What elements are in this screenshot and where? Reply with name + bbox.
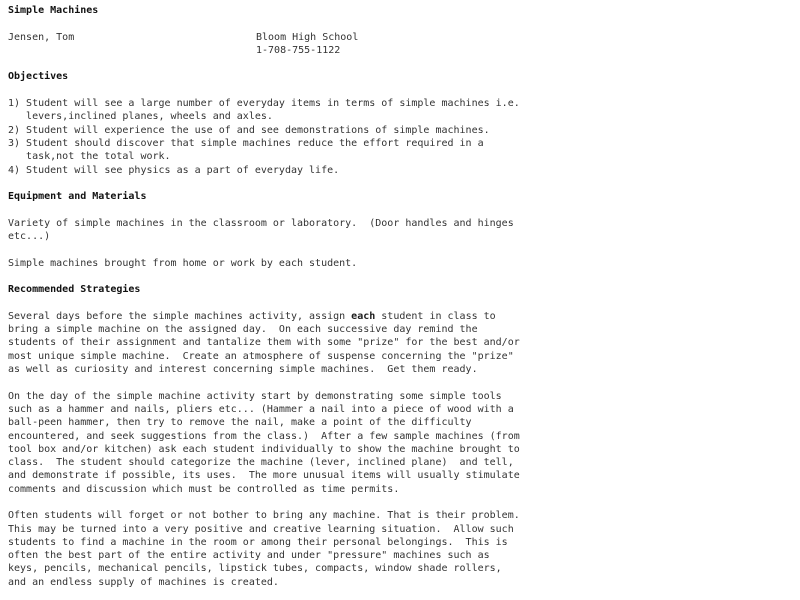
author-name: Jensen, Tom [8,31,75,43]
paragraph-line: bring a simple machine on the assigned day. On each successive day remind the [8,324,478,336]
paragraph-line [8,310,792,323]
paragraph-line: On the day of the simple machine activity start by demonstrating some simple tools [8,390,502,402]
strategies-paragraph-1 [8,310,792,376]
paragraph-line: as well as curiosity and interest concerning simple machines. Get them ready. [8,364,478,376]
contact-block [256,31,358,58]
objective-line: 1) Student will see a large number of everyday items in terms of simple machines i.e. [8,98,520,110]
paragraph-line: students to find a machine in the room or among their personal belongings. This is [8,536,508,548]
paragraph-line: comments and discussion which must be controlled as time permits. [8,483,400,495]
paragraph-line: tool box and/or kitchen) ask each student individually to show the machine brought to [8,443,520,455]
strategies-paragraph-3 [8,509,792,589]
paragraph-line: such as a hammer and nails, pliers etc... (Hammer a nail into a piece of wood with a [8,403,514,415]
phone-number: 1-708-755-1122 [256,44,341,56]
paragraph-line: and demonstrate if possible, its uses. The more unusual items will usually stimulate [8,470,520,482]
paragraph-line: etc...) [8,231,51,243]
equipment-paragraph-2 [8,257,792,270]
paragraph-line: and an endless supply of machines is created. [8,576,279,588]
objective-line: task,not the total work. [8,151,171,163]
paragraph-line: Variety of simple machines in the classroom or laboratory. (Door handles and hinges [8,217,514,229]
objective-line: 4) Student will see physics as a part of everyday life. [8,164,340,176]
strategies-paragraph-2 [8,390,792,496]
document-header [8,31,792,58]
line-segment: student in class to [375,310,496,322]
section-heading-equipment: Equipment and Materials [8,191,147,203]
objectives-list [8,97,792,177]
objective-line: 3) Student should discover that simple machines reduce the effort required in a [8,137,484,149]
equipment-paragraph-1 [8,217,792,244]
paragraph-line: encountered, and seek suggestions from the class.) After a few sample machines (from [8,430,520,442]
paragraph-line: This may be turned into a very positive and creative learning situation. Allow such [8,523,514,535]
paragraph-line: most unique simple machine. Create an atmosphere of suspense concerning the "prize" [8,350,514,362]
paragraph-line: often the best part of the entire activity and under "pressure" machines such as [8,550,490,562]
section-heading-objectives: Objectives [8,71,69,83]
paragraph-line: Simple machines brought from home or work by each student. [8,257,358,269]
emphasized-word: each [351,310,376,322]
section-heading-strategies: Recommended Strategies [8,284,141,296]
school-name: Bloom High School [256,31,359,43]
paragraph-line: Often students will forget or not bother to bring any machine. That is their problem. [8,510,520,522]
paragraph-line: ball-peen hammer, then try to remove the nail, make a point of the difficulty [8,417,472,429]
paragraph-line: class. The student should categorize the machine (lever, inclined plane) and tell, [8,457,514,469]
line-segment: Several days before the simple machines activity, assign [8,310,352,322]
objective-line: 2) Student will experience the use of and see demonstrations of simple machines. [8,124,490,136]
page-title: Simple Machines [8,5,99,16]
paragraph-line: students of their assignment and tantalize them with some "prize" for the best and/or [8,337,520,349]
paragraph-line: keys, pencils, mechanical pencils, lipstick tubes, compacts, window shade rollers, [8,563,502,575]
objective-line: levers,inclined planes, wheels and axles. [8,111,273,123]
